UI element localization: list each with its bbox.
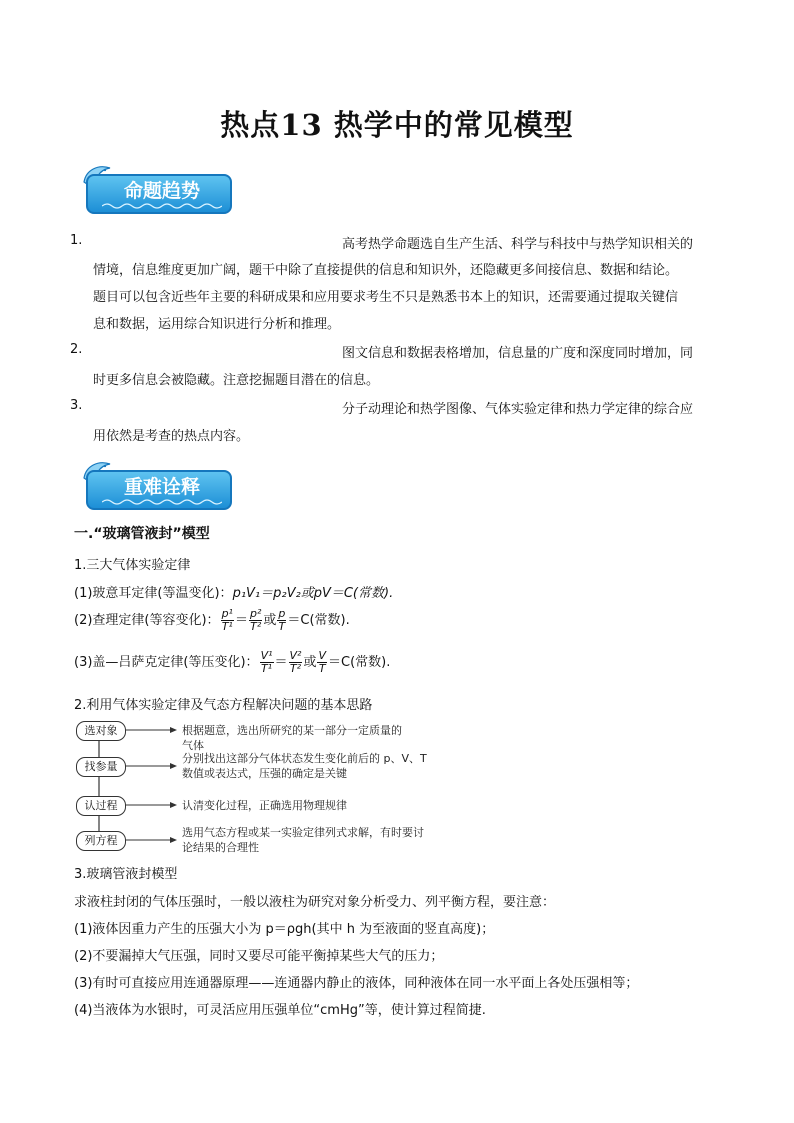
trend-item-3-line-1: 分子动理论和热学图像、气体实验定律和热力学定律的综合应 <box>342 402 694 417</box>
flow-step-1-text: 根据题意，选出所研究的某一部分一定质量的气体 <box>182 724 402 752</box>
law-2-label: (2)查理定律(等容变化)： <box>74 613 220 628</box>
point-3: (3)有时可直接应用连通器原理——连通器内静止的液体，同种液体在同一水平面上各处压强相等； <box>74 976 639 991</box>
flow-step-write-equation: 列方程 <box>76 831 126 851</box>
law-1-formula: p₁V₁＝p₂V₂或pV＝C(常数). <box>232 586 394 601</box>
explain-badge <box>80 456 232 510</box>
subheading-1: 1.三大气体实验定律 <box>74 558 191 573</box>
point-2: (2)不要漏掉大气压强，同时又要尽可能平衡掉某些大气的压力； <box>74 949 444 964</box>
page-title: 热点13 热学中的常见模型 <box>220 108 574 142</box>
trend-badge-label: 命题趋势 <box>123 180 200 202</box>
trend-item-1-line-2: 情境，信息维度更加广阔，题干中除了直接提供的信息和知识外，还隐藏更多间接信息、数据和结论。 <box>93 263 679 278</box>
point-1: (1)液体因重力产生的压强大小为 p＝ρgh(其中 h 为至液面的竖直高度)； <box>74 922 495 937</box>
law-2-frac-1: $\frac{\text{p¹}}{\text{T¹}}$ <box>221 607 233 633</box>
flow-step-find-params: 找参量 <box>76 757 126 777</box>
section-heading: 一.“玻璃管液封”模型 <box>74 526 210 542</box>
law-2-frac-2: $\frac{\text{p²}}{\text{T²}}$ <box>249 607 262 633</box>
flow-step-identify-process: 认过程 <box>76 796 126 816</box>
trend-item-1-number: 1. <box>70 233 83 248</box>
subheading-3: 3.玻璃管液封模型 <box>74 867 178 882</box>
flow-step-3-text: 认清变化过程，正确选用物理规律 <box>182 799 347 812</box>
flow-step-4-text: 选用气态方程或某一实验定律列式求解，有时要讨 论结果的合理性 <box>182 826 424 854</box>
trend-item-1-line-4: 息和数据，运用综合知识进行分析和推理。 <box>93 317 341 332</box>
point-4: (4)当液体为水银时，可灵活应用压强单位“cmHg”等，使计算过程简捷. <box>74 1003 486 1018</box>
law-2-frac-3: $\frac{p}{T}$ <box>278 607 286 633</box>
law-1-label: (1)玻意耳定律(等温变化)： <box>74 586 233 601</box>
law-3-frac-2: $\frac{\text{V²}}{\text{T²}}$ <box>289 649 302 675</box>
law-1 <box>74 582 393 601</box>
law-3: (3)盖—吕萨克定律(等压变化)： $\frac{\text{V¹}}{\text{T¹}}$ ＝ $\frac{\text{V²}}{\text{T²}}$ 或 $\frac{V}{T}$ ＝C(常数). <box>74 649 391 675</box>
subheading-2: 2.利用气体实验定律及气态方程解决问题的基本思路 <box>74 698 373 713</box>
trend-item-3-number: 3. <box>70 398 83 413</box>
trend-item-3-line-2: 用依然是考查的热点内容。 <box>93 429 250 444</box>
flow-step-select-object: 选对象 <box>76 721 126 741</box>
law-3-frac-3: $\frac{V}{T}$ <box>318 649 326 675</box>
trend-badge <box>80 160 232 214</box>
explain-badge-label: 重难诠释 <box>123 476 200 498</box>
wave-decoration <box>102 498 222 506</box>
trend-item-1-line-1: 高考热学命题选自生产生活、科学与科技中与热学知识相关的 <box>342 237 694 252</box>
method-flowchart <box>74 720 427 862</box>
wave-decoration <box>102 202 222 210</box>
law-3-label: (3)盖—吕萨克定律(等压变化)： <box>74 655 259 670</box>
law-3-frac-1: $\frac{\text{V¹}}{\text{T¹}}$ <box>260 649 273 675</box>
model-intro: 求液柱封闭的气体压强时，一般以液柱为研究对象分析受力、列平衡方程，要注意： <box>74 895 556 910</box>
trend-item-1-line-3: 题目可以包含近些年主要的科研成果和应用要求考生不只是熟悉书本上的知识，还需要通过提取关键信 <box>93 290 679 305</box>
law-2: (2)查理定律(等容变化)： $\frac{\text{p¹}}{\text{T¹}}$ ＝ $\frac{\text{p²}}{\text{T²}}$ 或 $\frac{p}{T}$ ＝C(常数). <box>74 607 350 633</box>
flow-step-2-text: 分别找出这部分气体状态发生变化前后的 p、V、T 数值或表达式，压强的确定是关键 <box>182 752 427 780</box>
trend-item-2-line-1: 图文信息和数据表格增加，信息量的广度和深度同时增加，同 <box>342 346 694 361</box>
trend-item-2-number: 2. <box>70 342 83 357</box>
trend-item-2-line-2: 时更多信息会被隐藏。注意挖掘题目潜在的信息。 <box>93 373 380 388</box>
